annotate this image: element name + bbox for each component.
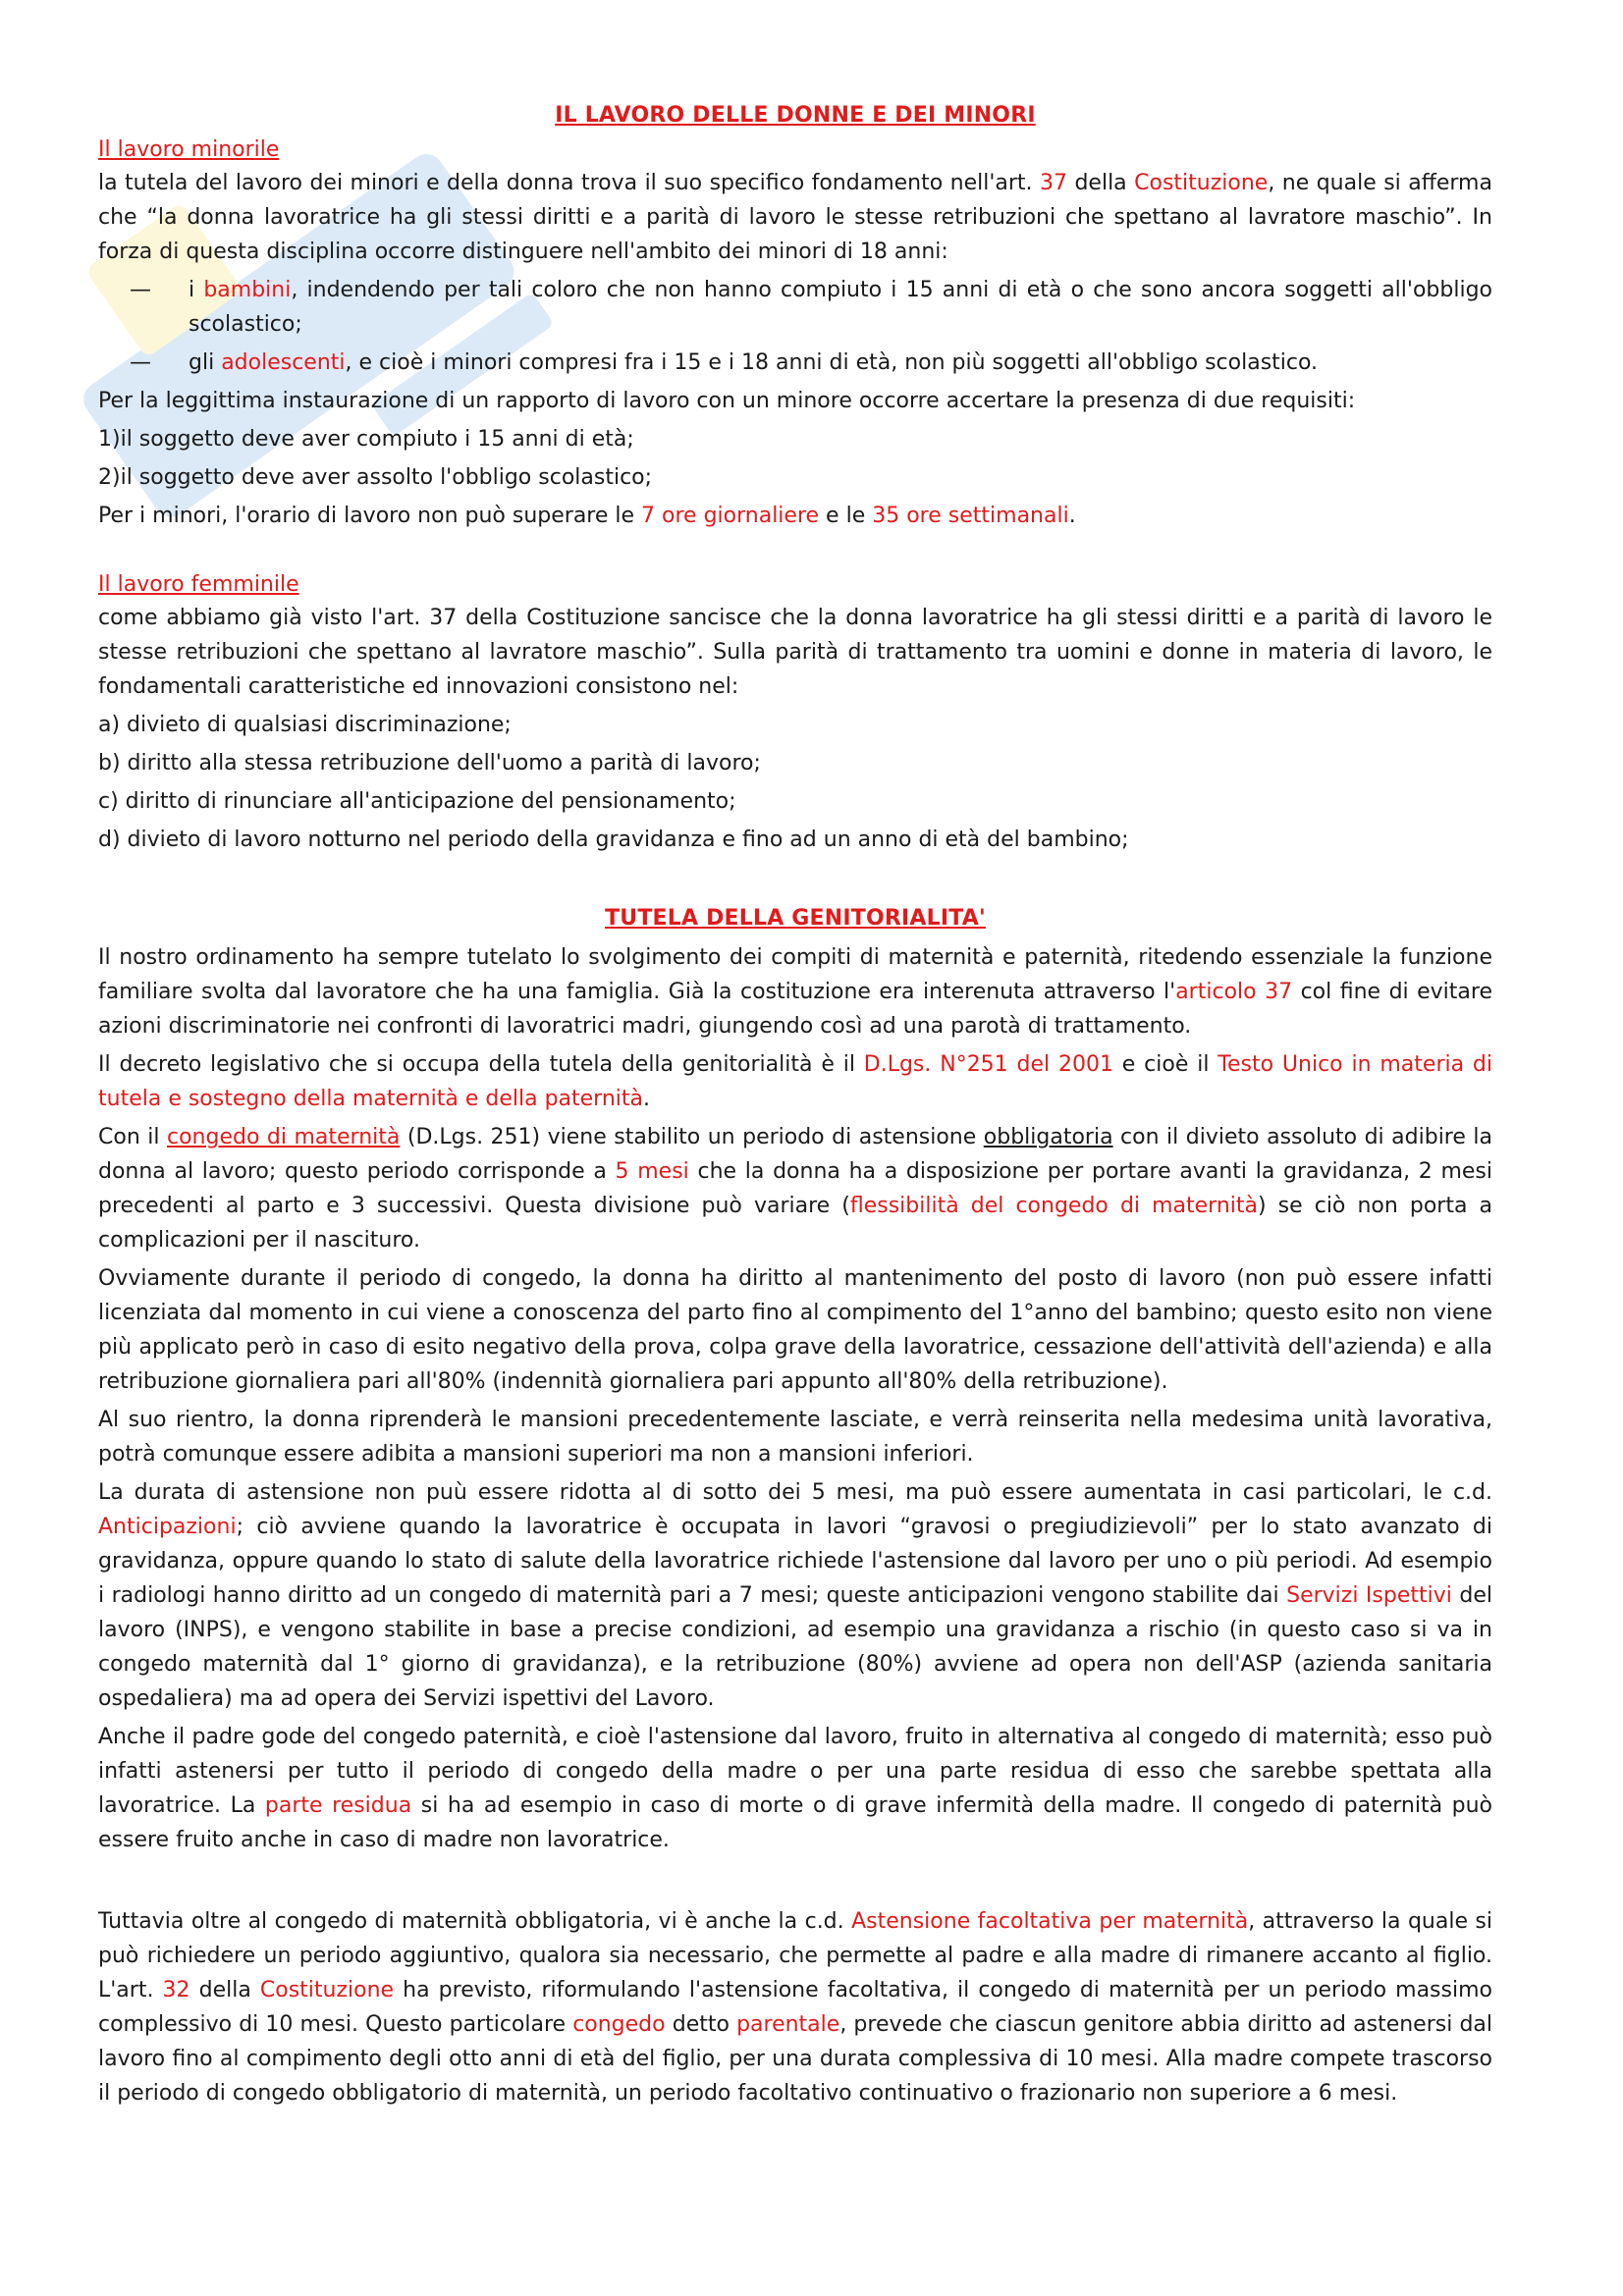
paragraph: Per la leggittima instaurazione di un rapporto di lavoro con un minore occorre accertare la presenza di due requisiti: — [98, 389, 1356, 413]
heading-lavoro-minorile: Il lavoro minorile — [98, 137, 280, 162]
paragraph: 1)il soggetto deve aver compiuto i 15 anni di età; — [98, 427, 634, 452]
paragraph: La durata di astensione non puù essere ridotta al di sotto dei 5 mesi, ma può essere aumentata in casi particolari, le c.d. Anticipazioni; ciò avviene quando la lavoratrice è occupata in lavori “gravosi o pregiudizievoli” per lo stato avanzato di gravidanza, oppure quando lo stato di salute della lavoratrice richiede l'astensione dal lavoro per uno o più periodi. Ad esempio i radiologi hanno diritto ad un congedo di maternità pari a 7 mesi; queste anticipazioni vengono stabilite dai Servizi Ispettivi del lavoro (INPS), e vengono stabilite in base a precise condizioni, ad esempio una gravidanza a rischio (in questo caso si va in congedo maternità dal 1° giorno di gravidanza), e la retribuzione (80%) avviene ad opera non dell'ASP (azienda sanitaria ospedaliera) ma ad opera dei Servizi ispettivi del Lavoro. — [98, 1480, 1492, 1711]
document-page — [98, 93, 1492, 2114]
paragraph: Ovviamente durante il periodo di congedo, la donna ha diritto al mantenimento del posto di lavoro (non può essere infatti licenziata dal momento in cui viene a conoscenza del parto fino al compimento del 1°anno del bambino; questo esito non viene più applicato però in caso di esito negativo della prova, colpa grave della lavoratrice, cessazione dell'attività dell'azienda) e alla retribuzione giornaliera pari all'80% (indennità giornaliera pari appunto all'80% della retribuzione). — [98, 1266, 1492, 1394]
paragraph: Con il congedo di maternità (D.Lgs. 251) viene stabilito un periodo di astensione obbligatoria con il divieto assoluto di adibire la donna al lavoro; questo periodo corrisponde a 5 mesi che la donna ha a disposizione per portare avanti la gravidanza, 2 mesi precedenti al parto e 3 successivi. Questa divisione può variare (flessibilità del congedo di maternità) se ciò non porta a complicazioni per il nascituro. — [98, 1125, 1493, 1253]
paragraph: Il decreto legislativo che si occupa della tutela della genitorialità è il D.Lgs. N°251 del 2001 e cioè il Testo Unico in materia di tutela e sostegno della maternità e della paternità. — [98, 1052, 1493, 1111]
paragraph: Per i minori, l'orario di lavoro non può superare le 7 ore giornaliere e le 35 ore settimanali. — [98, 504, 1076, 528]
paragraph: Tuttavia oltre al congedo di maternità obbligatoria, vi è anche la c.d. Astensione facoltativa per maternità, attraverso la quale si può richiedere un periodo aggiuntivo, qualora sia necessario, che permette al padre e alla madre di rimanere accanto al figlio. L'art. 32 della Costituzione ha previsto, riformulando l'astensione facoltativa, il congedo di maternità per un periodo massimo complessivo di 10 mesi. Questo particolare congedo detto parentale, prevede che ciascun genitore abbia diritto ad astenersi dal lavoro fino al compimento degli otto anni di età del figlio, per una durata complessiva di 10 mesi. Alla madre compete trascorso il periodo di congedo obbligatorio di maternità, un periodo facoltativo continuativo o frazionario non superiore a 6 mesi. — [98, 1909, 1493, 2106]
paragraph: la tutela del lavoro dei minori e della donna trova il suo specifico fondamento nell'art. 37 della Costituzione, ne quale si afferma che “la donna lavoratrice ha gli stessi diritti e a parità di lavoro le stesse retribuzioni che spettano al lavratore maschio”. In forza di questa disciplina occorre distinguere nell'ambito dei minori di 18 anni: — [98, 171, 1492, 264]
heading-lavoro-femminile: Il lavoro femminile — [98, 572, 299, 597]
paragraph: Al suo rientro, la donna riprenderà le mansioni precedentemente lasciate, e verrà reinserita nella medesima unità lavorativa, potrà comunque essere adibita a mansioni superiori ma non a mansioni inferiori. — [98, 1408, 1492, 1467]
list-item: d) divieto di lavoro notturno nel periodo della gravidanza e fino ad un anno di età del bambino; — [98, 828, 1129, 852]
paragraph: Il nostro ordinamento ha sempre tutelato lo svolgimento dei compiti di maternità e paternità, ritedendo essenziale la funzione familiare svolta dal lavoratore che ha una famiglia. Già la costituzione era interenuta attraverso l'articolo 37 col fine di evitare azioni discriminatorie nei confronti di lavoratrici madri, giungendo così ad una parotà di trattamento. — [98, 945, 1493, 1039]
list-item: — i bambini, indendendo per tali coloro che non hanno compiuto i 15 anni di età o che sono ancora soggetti all'obbligo scolastico; — [189, 273, 1492, 342]
paragraph: Anche il padre gode del congedo paternità, e cioè l'astensione dal lavoro, fruito in alternativa al congedo di maternità; esso può infatti astenersi per tutto il periodo di congedo della madre o per una parte residua di esso che sarebbe spettata alla lavoratrice. La parte residua si ha ad esempio in caso di morte o di grave infermità della madre. Il congedo di paternità può essere fruito anche in caso di madre non lavoratrice. — [98, 1725, 1493, 1852]
list-item: c) diritto di rinunciare all'anticipazione del pensionamento; — [98, 789, 736, 814]
list-item: — gli adolescenti, e cioè i minori compresi fra i 15 e i 18 anni di età, non più soggetti all'obbligo scolastico. — [189, 346, 1492, 380]
bullet-list — [98, 273, 1492, 380]
paragraph: 2)il soggetto deve aver assolto l'obbligo scolastico; — [98, 465, 653, 490]
list-item: b) diritto alla stessa retribuzione dell'uomo a parità di lavoro; — [98, 751, 761, 775]
paragraph: come abbiamo già visto l'art. 37 della Costituzione sancisce che la donna lavoratrice ha gli stessi diritti e a parità di lavoro le stesse retribuzioni che spettano al lavratore maschio”. Sulla parità di trattamento tra uomini e donne in materia di lavoro, le fondamentali caratteristiche ed innovazioni consistono nel: — [98, 606, 1492, 699]
list-item: a) divieto di qualsiasi discriminazione; — [98, 713, 512, 737]
section-title-genitorialita: TUTELA DELLA GENITORIALITA' — [605, 906, 986, 931]
page-title: IL LAVORO DELLE DONNE E DEI MINORI — [555, 103, 1036, 128]
